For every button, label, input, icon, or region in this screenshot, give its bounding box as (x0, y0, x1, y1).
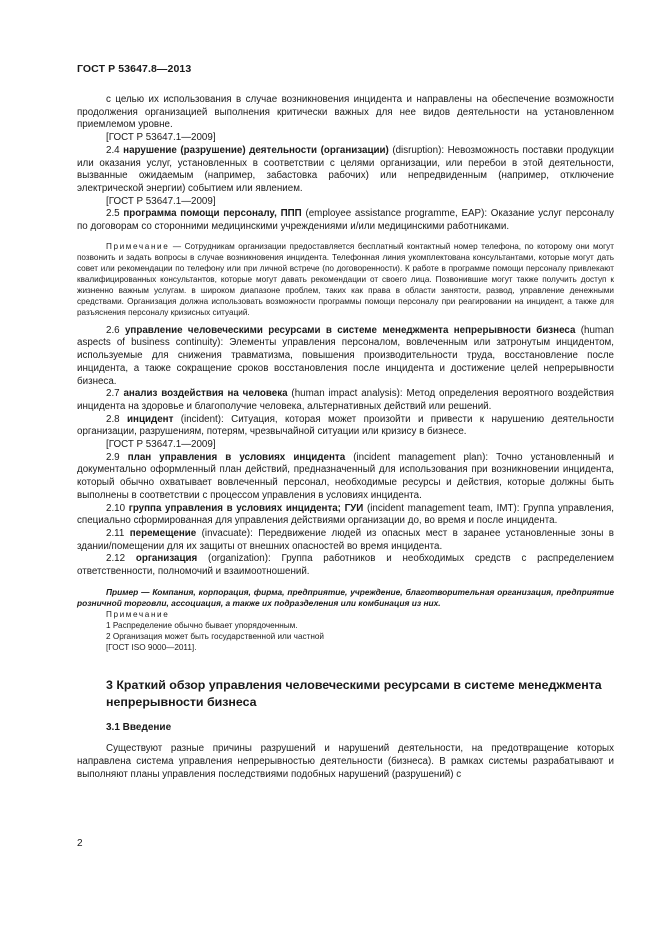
section-3-1-paragraph: Существуют разные причины разрушений и нарушений деятельности, на предотвращение которых направлена система управления непрерывностью деятельности (бизнеса). В рамках системы разрабатывают и выполняют планы управления последствиями подобных нарушений (разрушений) с (77, 743, 614, 780)
term-2-6: 2.6 управление человеческими ресурсами в системе менеджмента непрерывности бизнеса (human aspects of business continuity): Элементы управления персоналом, вовлеченным или затронутым инцидентом, используемые для снижения травматизма, повышения производительности труда, восстановление после инцидента, а также сокращение сроков восстановления после инцидента и достижение целей непрерывности бизнеса. (77, 324, 614, 387)
note-2-5: Примечание — Сотрудникам организации предоставляется бесплатный контактный номер телефона, по которому они могут позвонить и задать вопросы в случае возникновения инцидента. Телефонная линия укомплектована консультантами, которые могут дать совет или рекомендации по телефону или при личной встрече (по договоренности). К работе в программе помощи персоналу привлекают квалифицированных консультантов, которые могут давать рекомендации от своего лица. Позвонившие могут также получить доступ к жизненно важным услугам. в широком диапазоне проблем, таких как права в области занятости, развод, управление денежными средствами. Организация должна использовать возможности программы помощи персоналу при реагировании на инцидент, а также для разъяснения персоналу кризисных ситуаций. (77, 241, 614, 317)
note-item-2: 2 Организация может быть государственной или частной (106, 632, 324, 642)
reference: [ГОСТ Р 53647.1—2009] (106, 132, 216, 144)
example-2-12: Пример — Компания, корпорация, фирма, предприятие, учреждение, благотворительная организация, предприятие розничной торговли, ассоциация, а также их подразделения или комбинация из них. (77, 586, 614, 608)
document-body (77, 94, 614, 781)
term-2-5: 2.5 программа помощи персоналу, ППП (employee assistance programme, EAP): Оказание услуг персоналу по договорам со сторонними медицинскими учреждениями и/или медицинскими работниками. (77, 208, 614, 233)
term-2-4: 2.4 нарушение (разрушение) деятельности (организации) (disruption): Невозможность поставки продукции или оказания услуг, установленных в соответствии с целями организации, или перебои в этой деятельности, вызванные ожидаемым (например, забастовка рабочих) или непредвиденным (например, отключение электрической энергии) событием или явлением. (77, 144, 614, 194)
term-2-8: 2.8 инцидент (incident): Ситуация, которая может произойти и привести к нарушению деятельности организации, разрушениям, потерям, чрезвычайной ситуации или кризису в бизнесе. (77, 413, 614, 438)
intro-continuation: с целью их использования в случае возникновения инцидента и направлены на обеспечение возможности продолжения организацией выполнения критически важных для нее видов деятельности на установленном приемлемом уровне. (77, 94, 614, 131)
subsection-3-1-title: 3.1 Введение (106, 722, 172, 734)
term-2-7: 2.7 анализ воздействия на человека (human impact analysis): Метод определения вероятного воздействия инцидента на здоровье и благополучие человека, альтернативных действий или решений. (77, 388, 614, 412)
note-item-1: 1 Распределение обычно бывает упорядоченным. (106, 621, 298, 631)
page-number: 2 (77, 838, 83, 849)
reference-iso: [ГОСТ ISO 9000—2011]. (106, 643, 197, 653)
term-2-10: 2.10 группа управления в условиях инцидента; ГУИ (incident management team, IMT): Группа управления, специально сформированная для управления действиями организации до, во время и после инцидента. (77, 502, 614, 527)
notes-label: Примечание (106, 610, 170, 620)
term-2-9: 2.9 план управления в условиях инцидента (incident management plan): Точно установленный и документально оформленный план действий, предназначенный для использования при возникновении инцидента, который обычно охватывает вовлеченный персонал, необходимые ресурсы и действия, которые должны быть выполнены в соответствии с процессом управления в условиях инцидента. (77, 451, 614, 501)
document-header: ГОСТ Р 53647.8—2013 (77, 63, 192, 75)
reference: [ГОСТ Р 53647.1—2009] (106, 195, 216, 207)
reference: [ГОСТ Р 53647.1—2009] (106, 439, 216, 451)
term-2-12: 2.12 организация (organization): Группа работников и необходимых средств с распределением ответственности, полномочий и взаимоотношений. (77, 553, 614, 578)
section-3-title: 3 Краткий обзор управления человеческими ресурсами в системе менеджмента непрерывности бизнеса (106, 678, 602, 709)
term-2-11: 2.11 перемещение (invacuate): Передвижение людей из опасных мест в заранее установленные зоны в здании/помещении для их защиты от внешних опасностей во время инцидента. (77, 527, 614, 552)
